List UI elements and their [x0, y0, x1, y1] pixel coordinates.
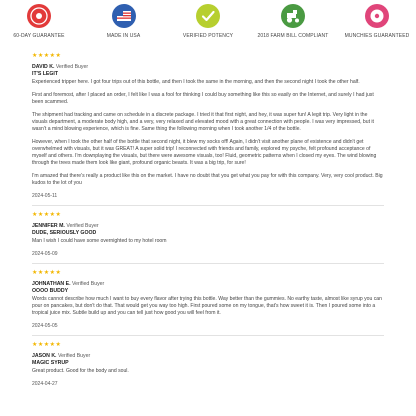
star-rating-icon: ★★★★★: [32, 53, 62, 59]
review-author: JENNIFER M.: [32, 223, 65, 229]
guarantee-seal-icon: [26, 3, 52, 29]
verified-buyer-label: Verified Buyer: [55, 64, 89, 70]
review-paragraph: However, when I took the other half of the bottle that second night, it blew my socks off! Again, I didn't visit another plane of existence and didn't get overwhelmed with visuals, but it was GREAT! A super solid trip! I reconnected with friends and family, explored my psyche, felt profound acceptance of myself and others. I'm downplaying the visuals, but there were awesome visuals, too! Fluid, geometric patterns when I closed my eyes. The wind blowing through the trees made them look like giant, profound organic beasts. It was a big trip, for sure!: [32, 139, 377, 166]
badge-verified-potency: [173, 3, 243, 47]
review-item: [32, 264, 384, 336]
star-rating-icon: ★★★★★: [32, 342, 62, 348]
checkmark-icon: [195, 3, 221, 29]
review-date: 2024-05-09: [32, 251, 58, 257]
verified-buyer-label: Verified Buyer: [66, 223, 99, 229]
review-paragraph: First and foremost, after I placed an order, I felt like I was a fool for thinking I could buy something like this so easily on the Internet, and surely I had just been scammed.: [32, 92, 374, 105]
reviews-list: [0, 47, 416, 393]
review-item: [32, 206, 384, 264]
review-author: JOHNATHAN E.: [32, 281, 71, 287]
review-body: [32, 79, 384, 187]
review-date: 2024-05-05: [32, 323, 58, 329]
review-item: [32, 47, 384, 206]
review-author-line: [32, 281, 384, 287]
review-item: [32, 336, 384, 393]
review-paragraph: The shipment had tracking and came on schedule in a discrete package. I tried it that first night, and hey, it was super fun! A legit trip. Very light in the visuals department, a moderate body high, and a very, very relaxed and elevated mood with a great connection with people. I was very impressed, but it wasn't a mind blowing experience, which is fine. Same thing the following morning when I took another 1/4 of the bottle.: [32, 112, 374, 132]
badge-made-in-usa: [89, 3, 159, 47]
review-title: MAGIC SYRUP: [32, 360, 69, 366]
review-body: [32, 296, 384, 317]
badge-label: 2018 FARM BILL COMPLIANT: [257, 33, 329, 39]
review-title: DUDE, SERIOUSLY GOOD: [32, 230, 97, 236]
review-paragraph: Experienced tripper here. I got four trips out of this bottle, and then I took the same in the morning, and then the second night I took the other half.: [32, 79, 360, 85]
badge-label: MADE IN USA: [106, 33, 141, 39]
badge-farm-bill: [258, 3, 328, 47]
badge-label: 60-DAY GUARANTEE: [13, 33, 65, 39]
review-paragraph: Great product. Good for the body and soul.: [32, 368, 129, 374]
review-date: 2024-05-11: [32, 193, 58, 199]
review-paragraph: Words cannot describe how much I want to buy every flavor after trying this bottle. Way better than the gummies. No earthy taste, almost like syrup you can pour on pancakes, but don't do that. That would get you way too high. First poured some on my tongue, that's how sweet it is. Then I poured some into a tropical juice mix. Subtle build up and you can tell just how good you will feel from it.: [32, 296, 382, 316]
review-author: DAVID K.: [32, 64, 55, 70]
review-author-line: [32, 223, 384, 229]
review-title: OOOO BUDDY: [32, 288, 69, 294]
badge-munchies: [342, 3, 412, 47]
review-title: IT'S LEGIT: [32, 71, 59, 77]
review-paragraph: Man I wish I could have some overnighted to my hotel room: [32, 238, 167, 244]
star-rating-icon: ★★★★★: [32, 270, 62, 276]
review-body: [32, 368, 384, 375]
verified-buyer-label: Verified Buyer: [71, 281, 105, 287]
review-date: 2024-04-27: [32, 381, 58, 387]
review-author: JASON K.: [32, 353, 57, 359]
verified-buyer-label: Verified Buyer: [57, 353, 91, 359]
review-author-line: [32, 64, 384, 70]
usa-flag-icon: [111, 3, 137, 29]
donut-icon: [364, 3, 390, 29]
badge-guarantee: [4, 3, 74, 47]
tractor-icon: [280, 3, 306, 29]
star-rating-icon: ★★★★★: [32, 212, 62, 218]
badge-label: VERIFIED POTENCY: [182, 33, 234, 39]
review-author-line: [32, 353, 384, 359]
trust-badges: [0, 0, 416, 47]
badge-label: MUNCHIES GUARANTEED: [344, 33, 410, 39]
review-paragraph: I'm amazed that there's really a product like this on the market. I have no doubt that you get what you pay for with this company. Very, very cool product. Big kudos to the lot of you: [32, 173, 383, 186]
review-body: [32, 238, 384, 245]
